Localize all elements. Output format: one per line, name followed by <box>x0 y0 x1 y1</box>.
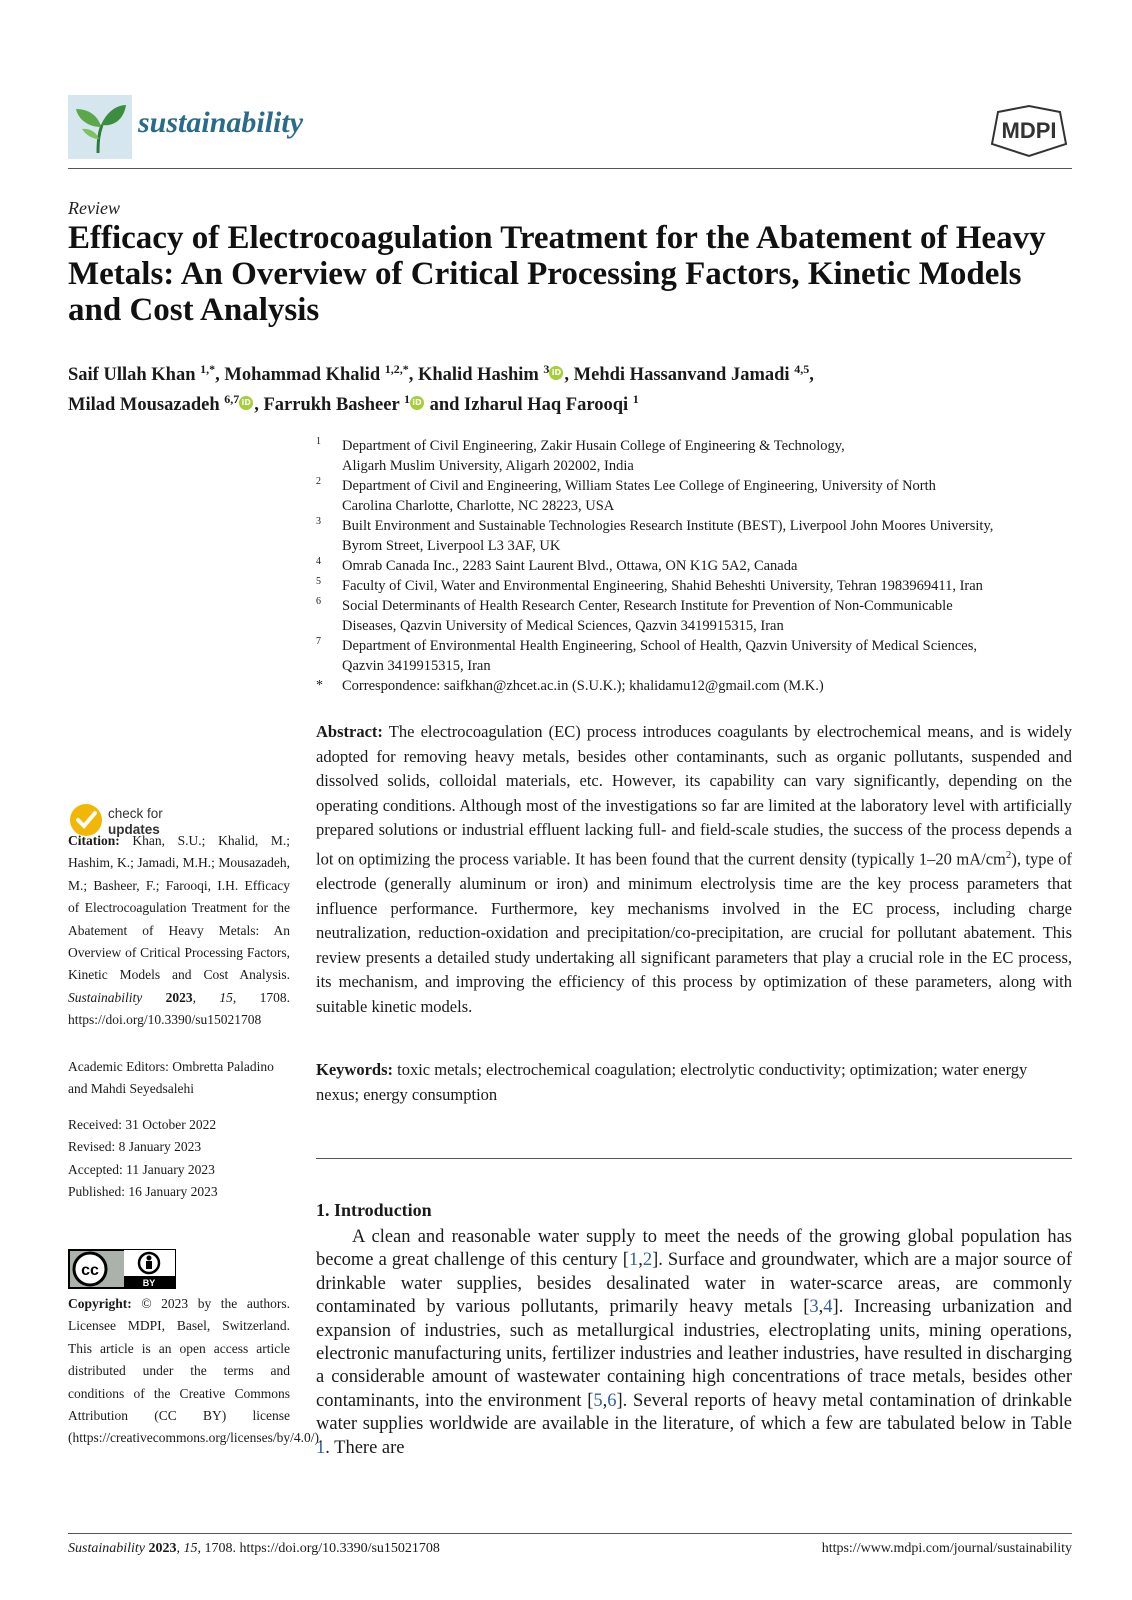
affiliation-line: Department of Civil Engineering, Zakir Husain College of Engineering & Technology, <box>342 438 845 454</box>
revised-date: Revised: 8 January 2023 <box>68 1139 202 1154</box>
footer-year: 2023 <box>145 1541 177 1556</box>
introduction-paragraph <box>316 1226 1072 1460</box>
journal-logo <box>68 95 132 159</box>
author-name[interactable]: Izharul Haq Farooqi <box>464 395 629 416</box>
introduction-text: , <box>818 1297 824 1318</box>
affiliation-number: 6 <box>316 596 321 607</box>
article-type: Review <box>68 198 120 218</box>
affiliation-number: 5 <box>316 576 321 587</box>
section-heading: 1. Introduction <box>316 1200 432 1220</box>
keywords-label: Keywords: <box>316 1060 393 1079</box>
author-name[interactable]: Milad Mousazadeh <box>68 395 220 416</box>
author-affiliation-sup: 1 <box>403 392 410 407</box>
citation <box>68 830 290 1032</box>
leaf-sprout-icon <box>68 95 132 159</box>
affiliation-number: 1 <box>316 436 321 447</box>
abstract-label: Abstract: <box>316 722 383 741</box>
author-affiliation-sup: 4,5 <box>794 362 810 376</box>
affiliation-number: 7 <box>316 636 321 647</box>
affiliation-number: * <box>316 678 323 693</box>
cc-by-license-badge[interactable] <box>68 1249 176 1294</box>
footer-doi[interactable]: , 1708. https://doi.org/10.3390/su15021708 <box>197 1541 440 1556</box>
affiliation-line: Carolina Charlotte, Charlotte, NC 28223, USA <box>342 498 615 514</box>
keywords <box>316 1058 1072 1107</box>
journal-name[interactable]: sustainability <box>138 106 304 139</box>
article-title: Efficacy of Electrocoagulation Treatment for the Abatement of Heavy Metals: An Overview of Critical Processing Factors, Kinetic Models and Cost Analysis <box>68 220 1046 328</box>
affiliation-line: Department of Civil and Engineering, William States Lee College of Engineering, University of North <box>342 478 936 494</box>
affiliation-line: Department of Environmental Health Engineering, School of Health, Qazvin University of Medical Sciences, <box>342 638 977 654</box>
affiliation-number: 2 <box>316 476 321 487</box>
introduction-text: ]. Several reports of heavy metal contamination of drinkable water supplies worldwide are available in the literature, of which a few are tabulated below in Table <box>316 1390 1072 1435</box>
author-name[interactable]: Mehdi Hassanvand Jamadi <box>573 365 790 386</box>
svg-text:cc: cc <box>81 1262 99 1279</box>
author-separator: , <box>564 365 574 386</box>
mdpi-logo[interactable] <box>986 104 1072 163</box>
footer-rule <box>68 1533 1072 1534</box>
citation-link[interactable]: 3 <box>809 1297 819 1318</box>
orcid-icon[interactable]: iD <box>549 366 563 380</box>
citation-link[interactable]: 1 <box>628 1250 639 1271</box>
publisher-name: MDPI <box>1001 118 1057 143</box>
copyright-text: © 2023 by the authors. Licensee MDPI, Basel, Switzerland. This article is an open access article distributed under the terms and conditions of the Creative Commons Attribution (CC BY) license (https://creativecommons.org/licenses/by/4.0/). <box>68 1296 323 1446</box>
accepted-date: Accepted: 11 January 2023 <box>68 1162 215 1177</box>
section-rule <box>316 1158 1072 1159</box>
author-affiliation-sup: 3 <box>543 362 550 376</box>
affiliation-line: Aligarh Muslim University, Aligarh 202002, India <box>342 458 634 474</box>
affiliation-line: Faculty of Civil, Water and Environmental Engineering, Shahid Beheshti University, Tehran 1983969411, Iran <box>342 578 983 594</box>
author-affiliation-sup: 1 <box>632 392 639 407</box>
introduction-text: ]. Surface and groundwater, which are a major source of drinkable water supplies, besides desalinated water in water-scarce areas, are commonly contaminated by various pollutants, primarily heavy metals [ <box>316 1250 1073 1318</box>
author-list <box>68 357 1068 417</box>
introduction-text: A clean and reasonable water supply to meet the needs of the growing global population has become a great challenge of this century [ <box>316 1227 1072 1271</box>
affiliation-line: Byrom Street, Liverpool L3 3AF, UK <box>342 538 561 554</box>
author-affiliation-sup: 6,7 <box>224 392 240 407</box>
introduction-text: , <box>638 1250 643 1271</box>
abstract-text-cont: ), type of electrode (generally aluminum or iron) and minimum electrolysis time are the key process parameters that influence performance. Furthermore, key mechanisms involved in the EC process, including charge neutralization, reduction-oxidation and precipitation/co-precipitation, are crucial for pollutant abatement. This review presents a detailed study undertaking all significant parameters that play a crucial role in the EC process, its mechanism, and improving the efficiency of this process by optimization of these parameters, along with suitable kinetic models. <box>316 849 1072 1017</box>
citation-text: Khan, S.U.; Khalid, M.; Hashim, K.; Jamadi, M.H.; Mousazadeh, M.; Basheer, F.; Farooqi, I.H. Efficacy of Electrocoagulation Treatment for the Abatement of Heavy Metals: An Overview of Critical Processing Factors, Kinetic Models and Cost Analysis. <box>68 833 290 983</box>
citation-link[interactable]: 1 <box>316 1437 326 1458</box>
author-name[interactable]: Saif Ullah Khan <box>68 365 196 386</box>
orcid-icon[interactable]: iD <box>239 396 253 410</box>
footer-journal: Sustainability <box>68 1541 145 1556</box>
citation-link[interactable]: 2 <box>642 1250 653 1271</box>
affiliation-line: Omrab Canada Inc., 2283 Saint Laurent Blvd., Ottawa, ON K1G 5A2, Canada <box>342 558 798 574</box>
author-separator: , <box>254 395 264 416</box>
citation-doi[interactable]: , 1708. https://doi.org/10.3390/su15021708 <box>68 989 290 1028</box>
citation-label: Citation: <box>68 833 120 848</box>
received-date: Received: 31 October 2022 <box>68 1117 217 1132</box>
copyright <box>68 1293 323 1450</box>
citation-journal: Sustainability <box>68 989 143 1005</box>
citation-volume: , 15 <box>192 989 233 1005</box>
affiliation-line: Qazvin 3419915315, Iran <box>342 658 491 674</box>
copyright-label: Copyright: <box>68 1296 132 1311</box>
affiliation-line: Built Environment and Sustainable Technologies Research Institute (BEST), Liverpool John Moores University, <box>342 518 994 534</box>
svg-text:check for: check for <box>108 806 163 821</box>
abstract-superscript: 2 <box>1005 848 1012 861</box>
author-name[interactable]: Khalid Hashim <box>417 365 539 386</box>
author-separator: , <box>215 365 225 386</box>
affiliation-number: 4 <box>316 556 321 567</box>
academic-editors: Academic Editors: Ombretta Paladino and Mahdi Seyedsalehi <box>68 1059 274 1097</box>
abstract-text: The electrocoagulation (EC) process introduces coagulants by electrochemical means, and is widely adopted for removing heavy metals, besides other contaminants, such as organic pollutants, suspended and dissolved solids, colloidal materials, etc. However, its capability can vary significantly, depending on the operating conditions. Although most of the investigations so far are limited at the laboratory level with artificially prepared solutions or industrial effluent lacking full- and field-scale studies, the success of the process depends a lot on optimizing the process variable. It has been found that the current density (typically 1–20 mA/cm <box>316 722 1072 869</box>
orcid-icon[interactable]: iD <box>410 396 424 410</box>
affiliation-line: Diseases, Qazvin University of Medical Sciences, Qazvin 3419915315, Iran <box>342 618 784 634</box>
introduction-text: ]. Increasing urbanization and expansion of industries, such as metallurgical industries, electroplating units, mining operations, electronic manufacturing units, fertilizer industries and leather industries, have resulted in discharging a considerable amount of wastewater containing high concentrations of trace metals, besides other contaminants, into the environment [ <box>316 1297 1072 1411</box>
citation-link[interactable]: 4 <box>823 1297 833 1318</box>
author-separator: , <box>408 365 418 386</box>
introduction-text: , <box>602 1390 608 1411</box>
author-name[interactable]: Farrukh Basheer <box>263 395 400 416</box>
introduction-text: . There are <box>325 1437 405 1458</box>
svg-text:BY: BY <box>142 1278 156 1288</box>
published-date: Published: 16 January 2023 <box>68 1184 218 1199</box>
footer-citation <box>68 1541 440 1557</box>
citation-link[interactable]: 5 <box>593 1390 603 1411</box>
affiliation-number: 3 <box>316 516 321 527</box>
affiliation-line: Correspondence: saifkhan@zhcet.ac.in (S.U.K.); khalidamu12@gmail.com (M.K.) <box>342 678 824 694</box>
author-affiliation-sup: 1,2,* <box>384 362 409 376</box>
author-name[interactable]: Mohammad Khalid <box>224 365 381 386</box>
citation-year: 2023 <box>142 989 193 1005</box>
keywords-text: toxic metals; electrochemical coagulation; electrolytic conductivity; optimization; water energy nexus; energy consumption <box>316 1060 1028 1104</box>
author-separator: , <box>809 365 814 386</box>
svg-text:updates: updates <box>108 822 160 837</box>
affiliation-line: Social Determinants of Health Research Center, Research Institute for Prevention of Non-Communicable <box>342 598 953 614</box>
footer-journal-url[interactable]: https://www.mdpi.com/journal/sustainability <box>821 1541 1072 1556</box>
author-separator: and <box>424 395 465 416</box>
citation-link[interactable]: 6 <box>607 1390 617 1411</box>
footer-volume: , 15 <box>176 1541 198 1556</box>
abstract <box>316 720 1072 1020</box>
author-affiliation-sup: 1,* <box>200 362 216 376</box>
header-rule <box>68 168 1072 169</box>
